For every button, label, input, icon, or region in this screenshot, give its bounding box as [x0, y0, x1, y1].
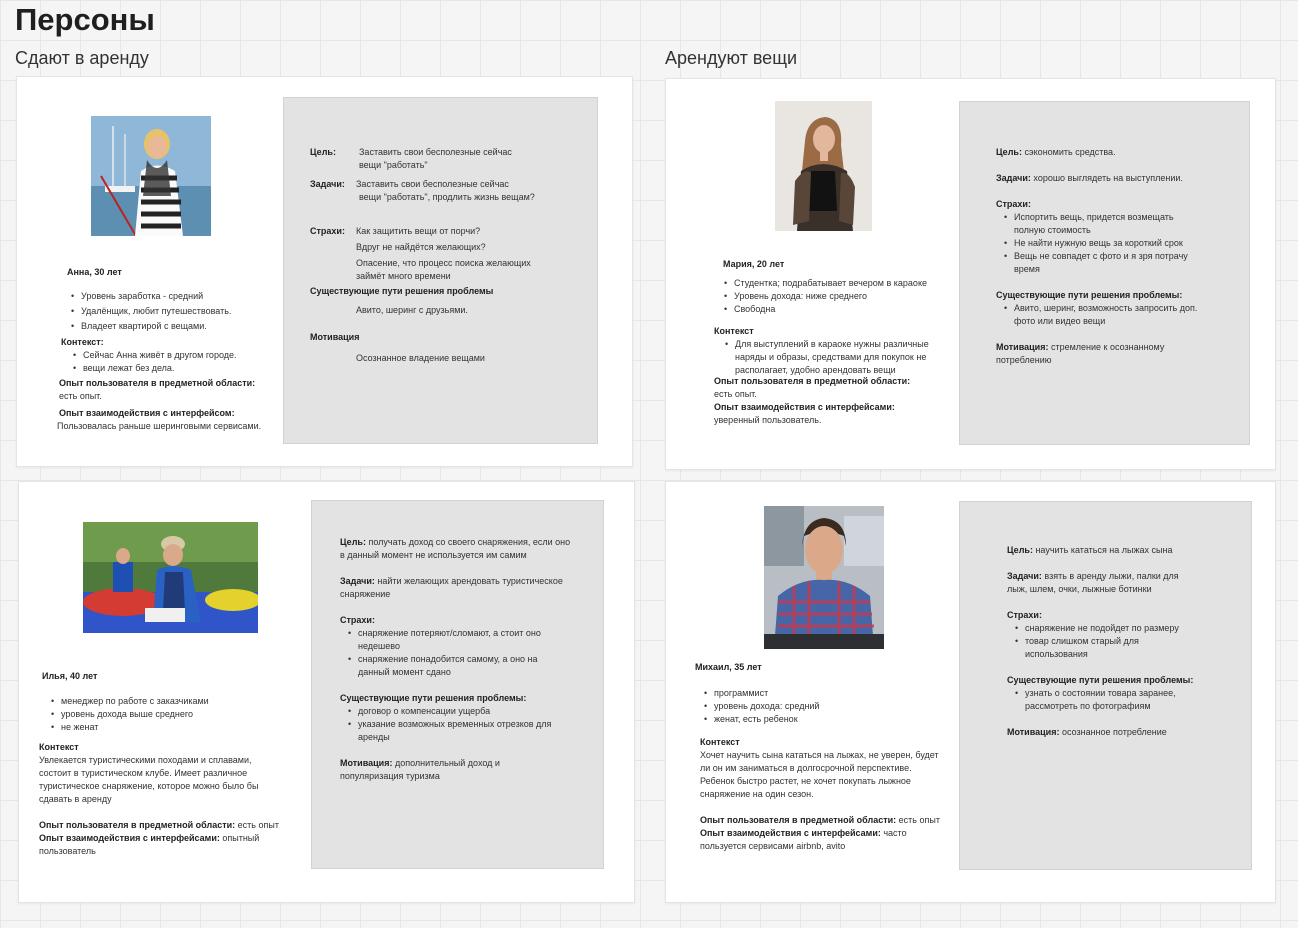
persona-name-maria: Мария, 20 лет: [723, 259, 785, 269]
goal-line: Заставить свои бесполезные сейчас: [359, 147, 512, 157]
motivation-label: Мотивация:: [996, 342, 1049, 352]
persona-interface-anna: [57, 407, 297, 433]
goal-line: Цель: научить кататься на лыжах сына: [1007, 545, 1173, 555]
experience-label: Опыт пользователя в предметной области:: [59, 378, 256, 388]
context-line: располагает, удобно арендовать вещи: [735, 365, 896, 375]
persona-details-panel-ilya: [311, 500, 604, 869]
fear-line: Как защитить вещи от порчи?: [356, 226, 481, 236]
fear-item: • Вещь не совпадет с фото и я зря потрачу время: [996, 250, 1246, 276]
context-line: туристическое снаряжение, которое можно было бы: [39, 781, 259, 791]
fear-line: Опасение, что процесс поиска желающих: [356, 258, 531, 268]
trait-item: • программист: [696, 687, 936, 700]
experience-label: Опыт пользователя в предметной области:: [39, 820, 236, 830]
trait-item: • женат, есть ребенок: [696, 713, 936, 726]
solutions-label: Существующие пути решения проблемы: [310, 286, 494, 296]
experience-line: Опыт пользователя в предметной области: есть опыт: [700, 815, 940, 825]
motivation-line: Мотивация: стремление к осознанному потреблению: [996, 342, 1165, 365]
motivation-label: Мотивация:: [340, 758, 393, 768]
fear-item: • Не найти нужную вещь за короткий срок: [996, 237, 1246, 250]
persona-photo-ilya: [83, 522, 258, 633]
interface-label: Опыт взаимодействия с интерфейсом:: [59, 408, 235, 418]
persona-context-maria: [714, 325, 954, 377]
persona-traits-mikhail: [696, 687, 936, 726]
tasks-line: вещи "работать", продлить жизнь вещам?: [359, 192, 535, 202]
fear-item: • снаряжение понадобится самому, а оно на данный момент сдано: [340, 653, 595, 679]
context-line: ли он им заниматься в долгосрочной перспективе.: [700, 763, 912, 773]
fears-label: Страхи:: [310, 226, 345, 236]
trait-item: • Свободна: [716, 303, 956, 316]
trait-item: • уровень дохода выше среднего: [43, 708, 283, 721]
persona-experience-anna: [59, 377, 299, 403]
solutions-label: Существующие пути решения проблемы:: [1007, 675, 1194, 685]
interface-label: Опыт взаимодействия с интерфейсами:: [714, 402, 895, 412]
fears-label: Страхи:: [996, 199, 1031, 209]
persona-context-anna: [61, 336, 291, 375]
trait-item: • менеджер по работе с заказчиками: [43, 695, 283, 708]
motivation-value: Осознанное владение вещами: [356, 353, 485, 363]
goal-label: Цель:: [310, 147, 336, 157]
persona-card-anna[interactable]: [16, 76, 633, 467]
context-item: • Сейчас Анна живёт в другом городе.: [65, 349, 291, 362]
context-line: Увлекается туристическими походами и сплавами,: [39, 755, 252, 765]
interface-line: Опыт взаимодействия с интерфейсами: опытный пользователь: [39, 833, 260, 856]
persona-traits-anna: [63, 290, 283, 333]
context-line: состоит в туристическом клубе. Имеет различное: [39, 768, 248, 778]
tasks-label: Задачи:: [1007, 571, 1042, 581]
trait-item: • не женат: [43, 721, 283, 734]
motivation-line: Мотивация: дополнительный доход и популяризация туризма: [340, 758, 500, 781]
persona-photo-mikhail: [764, 506, 884, 649]
experience-value: есть опыт.: [714, 389, 757, 399]
experience-label: Опыт пользователя в предметной области:: [714, 376, 911, 386]
tasks-line: Задачи: найти желающих арендовать туристическое снаряжение: [340, 576, 563, 599]
context-label: Контекст:: [61, 337, 104, 347]
fear-line: займёт много времени: [356, 271, 451, 281]
context-label: Контекст: [39, 742, 79, 752]
fear-line: Вдруг не найдётся желающих?: [356, 242, 486, 252]
persona-details-panel-anna: [283, 97, 598, 444]
context-label: Контекст: [714, 326, 754, 336]
context-line: сдавать в аренду: [39, 794, 112, 804]
solution-item: • узнать о состоянии товара заранее, рассмотреть по фотографиям: [1007, 687, 1247, 713]
persona-context-ilya: [39, 741, 299, 858]
tasks-line: Задачи: хорошо выглядеть на выступлении.: [996, 173, 1183, 183]
fear-item: • снаряжение не подойдет по размеру: [1007, 622, 1247, 635]
goal-label: Цель:: [996, 147, 1022, 157]
solution-item: • Авито, шеринг, возможность запросить доп. фото или видео вещи: [996, 302, 1246, 328]
persona-traits-ilya: [43, 695, 283, 734]
persona-experience-maria: [714, 375, 954, 427]
fear-item: • снаряжение потеряют/сломают, а стоит оно недешево: [340, 627, 595, 653]
goal-line: вещи "работать": [359, 160, 428, 170]
persona-details-panel-maria: [959, 101, 1250, 445]
fear-item: • товар слишком старый для использования: [1007, 635, 1247, 661]
experience-line: Опыт пользователя в предметной области: есть опыт: [39, 820, 279, 830]
persona-photo-maria: [775, 101, 872, 231]
tasks-line: Заставить свои бесполезные сейчас: [356, 179, 509, 189]
goal-line: Цель: сэкономить средства.: [996, 147, 1116, 157]
context-line: Хочет научить сына кататься на лыжах, не уверен, будет: [700, 750, 939, 760]
solution-item: • договор о компенсации ущерба: [340, 705, 595, 718]
tasks-label: Задачи:: [310, 179, 345, 189]
persona-name-ilya: Илья, 40 лет: [42, 671, 98, 681]
persona-name-mikhail: Михаил, 35 лет: [695, 662, 762, 672]
section-title-rent-in: Арендуют вещи: [665, 48, 798, 68]
persona-card-ilya[interactable]: [18, 481, 635, 903]
solutions-value: Авито, шеринг с друзьями.: [356, 305, 468, 315]
trait-item: • Удалёнщик, любит путешествовать.: [63, 305, 283, 318]
fears-label: Страхи:: [340, 615, 375, 625]
solutions-label: Существующие пути решения проблемы:: [996, 290, 1183, 300]
trait-item: • Уровень дохода: ниже среднего: [716, 290, 956, 303]
persona-context-mikhail: [700, 736, 960, 853]
motivation-label: Мотивация:: [1007, 727, 1060, 737]
goal-line: Цель: получать доход со своего снаряжения, если оно в данный момент не используется им самим: [340, 537, 571, 560]
trait-item: • уровень дохода: средний: [696, 700, 936, 713]
solution-item: • указание возможных временных отрезков для аренды: [340, 718, 595, 744]
context-line: наряды и образы, средствами для покупок не: [735, 352, 927, 362]
solutions-label: Существующие пути решения проблемы:: [340, 693, 527, 703]
interface-line: Опыт взаимодействия с интерфейсами: часто пользуется сервисами airbnb, avito: [700, 828, 907, 851]
tasks-label: Задачи:: [340, 576, 375, 586]
tasks-label: Задачи:: [996, 173, 1031, 183]
persona-card-maria[interactable]: [665, 78, 1276, 470]
tasks-line: Задачи: взять в аренду лыжи, палки для лыж, шлем, очки, лыжные ботинки: [1007, 571, 1179, 594]
trait-item: • Владеет квартирой с вещами.: [63, 320, 283, 333]
experience-label: Опыт пользователя в предметной области:: [700, 815, 897, 825]
experience-value: есть опыт.: [59, 391, 102, 401]
interface-value: уверенный пользователь.: [714, 415, 822, 425]
context-item: • вещи лежат без дела.: [65, 362, 291, 375]
persona-card-mikhail[interactable]: [665, 481, 1276, 903]
context-line: Для выступлений в караоке нужны различные: [735, 339, 929, 349]
interface-label: Опыт взаимодействия с интерфейсами:: [700, 828, 881, 838]
interface-value: Пользовалась раньше шеринговыми сервисами.: [57, 421, 262, 431]
section-title-rent-out: Сдают в аренду: [15, 48, 149, 68]
motivation-line: Мотивация: осознанное потребление: [1007, 727, 1167, 737]
trait-item: • Студентка; подрабатывает вечером в караоке: [716, 277, 956, 290]
persona-details-panel-mikhail: [959, 501, 1252, 870]
trait-item: • Уровень заработка - средний: [63, 290, 283, 303]
persona-name-anna: Анна, 30 лет: [67, 267, 122, 277]
context-label: Контекст: [700, 737, 740, 747]
persona-traits-maria: [716, 277, 956, 316]
context-line: снаряжение на один сезон.: [700, 789, 814, 799]
goal-label: Цель:: [340, 537, 366, 547]
context-line: Ребенок быстро растет, не хочет покупать лыжное: [700, 776, 911, 786]
interface-label: Опыт взаимодействия с интерфейсами:: [39, 833, 220, 843]
fear-item: • Испортить вещь, придется возмещать полную стоимость: [996, 211, 1246, 237]
motivation-label: Мотивация: [310, 332, 360, 342]
fears-label: Страхи:: [1007, 610, 1042, 620]
goal-label: Цель:: [1007, 545, 1033, 555]
persona-photo-anna: [91, 116, 211, 236]
page-title: Персоны: [15, 2, 155, 37]
